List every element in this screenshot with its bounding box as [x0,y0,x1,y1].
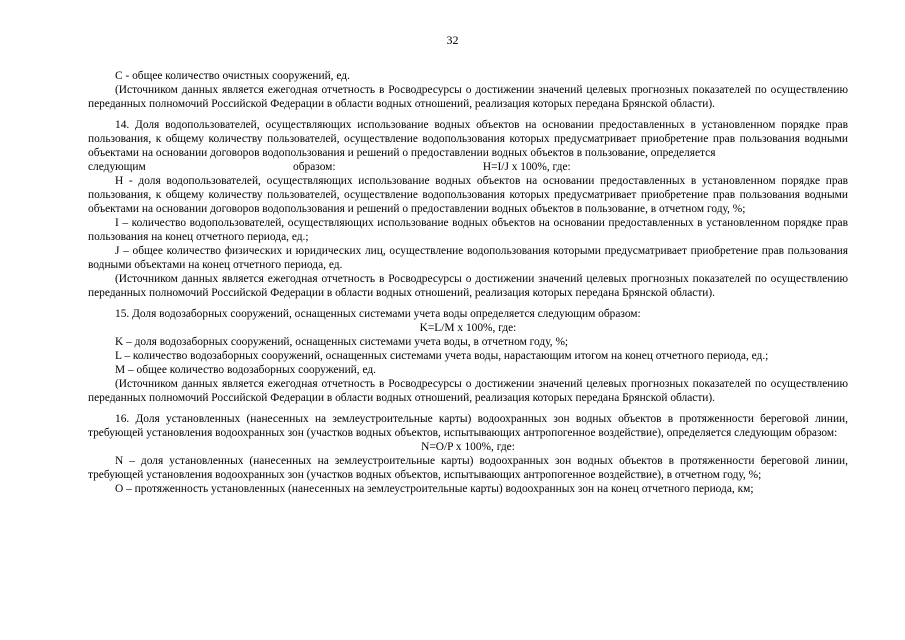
paragraph-item-16: 16. Доля установленных (нанесенных на землеустроительные карты) водоохранных зон водных объектов в протяженности береговой линии, требующей установления водоохранных зон (участков водных объектов, испытывающих антропогенное воздействие), определяется следующим образом: [88,413,848,439]
paragraph-j-definition: J – общее количество физических и юридических лиц, осуществление водопользования которыми предусматривает приобретение прав пользования водными объектами на конец отчетного периода, ед. [88,245,848,271]
paragraph-o-definition: O – протяженность установленных (нанесенных на землеустроительные карты) водоохранных зон на конец отчетного периода, км; [115,483,754,495]
paragraph-source-note-3: (Источником данных является ежегодная отчетность в Росводресурсы о достижении значений целевых прогнозных показателей по осуществлению переданных полномочий Российской Федерации в области водных отношений, реализация которых передана Брянской области). [88,378,848,404]
paragraph-item-14-tail: следующим образом: [88,161,336,173]
formula-k: K=L/M x 100%, где: [419,322,517,334]
paragraph-n-definition: N – доля установленных (нанесенных на землеустроительные карты) водоохранных зон водных объектов в протяженности береговой линии, требующей установления водоохранных зон (участков водных объектов, испытывающих антропогенное воздействие), в отчетном году, %; [88,455,848,481]
paragraph-item-14-formula-line [88,160,848,174]
paragraph-c-definition: С - общее количество очистных сооружений, ед. [115,70,350,82]
paragraph-k-definition: K – доля водозаборных сооружений, оснащенных системами учета воды, в отчетном году, %; [115,336,569,348]
paragraph-source-note-1: (Источником данных является ежегодная отчетность в Росводресурсы о достижении значений целевых прогнозных показателей по осуществлению переданных полномочий Российской Федерации в области водных отношений, реализация которых передана Брянской области). [88,84,848,110]
formula-n: N=O/P x 100%, где: [421,441,515,453]
paragraph-item-15: 15. Доля водозаборных сооружений, оснащенных системами учета воды определяется следующим образом: [115,308,641,320]
paragraph-m-definition: M – общее количество водозаборных сооружений, ед. [115,364,376,376]
document-body [88,69,848,496]
page-number: 32 [446,33,459,47]
paragraph-h-definition: H - доля водопользователей, осуществляющих использование водных объектов на основании предоставленных в установленном порядке прав пользования, к общему количеству пользователей, осуществление водопользования которых предусматривает приобретение прав пользования водными объектами на основании договоров водопользования и решений о предоставлении водных объектов в пользование, в отчетном году, %; [88,175,848,215]
paragraph-source-note-2: (Источником данных является ежегодная отчетность в Росводресурсы о достижении значений целевых прогнозных показателей по осуществлению переданных полномочий Российской Федерации в области водных отношений, реализация которых передана Брянской области). [88,273,848,299]
paragraph-l-definition: L – количество водозаборных сооружений, оснащенных системами учета воды, нарастающим итогом на конец отчетного периода, ед.; [115,350,769,362]
formula-h: H=I/J x 100%, где: [482,161,571,173]
paragraph-item-14: 14. Доля водопользователей, осуществляющих использование водных объектов на основании предоставленных в установленном порядке прав пользования, к общему количеству пользователей, осуществление водопользования которых предусматривает приобретение прав пользования водными объектами на основании договоров водопользования и решений о предоставлении водных объектов в пользование, определяется [88,119,848,159]
paragraph-i-definition: I – количество водопользователей, осуществляющих использование водных объектов на основании предоставленных в установленном порядке прав пользования на конец отчетного периода, ед.; [88,217,848,243]
